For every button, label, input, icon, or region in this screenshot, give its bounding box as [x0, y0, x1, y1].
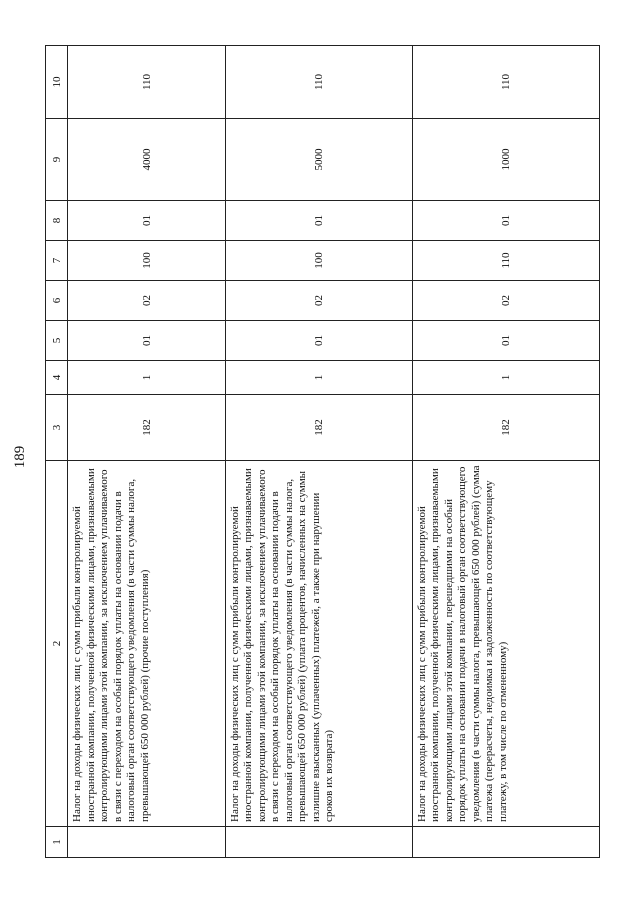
- cell-col4: 1: [68, 361, 225, 395]
- cell-col10: 110: [68, 46, 225, 119]
- header-cell: 9: [46, 119, 68, 201]
- cell-col1: [68, 827, 225, 858]
- cell-col6: 02: [68, 281, 225, 321]
- header-cell: 3: [46, 395, 68, 461]
- cell-col8: 01: [225, 201, 412, 241]
- cell-col5: 01: [412, 321, 599, 361]
- header-cell: 6: [46, 281, 68, 321]
- cell-col1: [412, 827, 599, 858]
- header-cell: 8: [46, 201, 68, 241]
- cell-description: Налог на доходы физических лиц с сумм прибыли контролируемой иностранной компании, полученной физическими лицами, признаваемыми контролирующими лицами этой компании, за исключением уплачиваемого в связи с переходом на особый порядок уплаты на основании подачи в налоговый орган соответствующего уведомления (в части суммы налога, превышающей 650 000 рублей) (уплата процентов, начисленных на суммы излишне взысканных (уплаченных) платежей, а также при нарушении сроков их возврата): [225, 461, 412, 827]
- cell-col8: 01: [412, 201, 599, 241]
- cell-col7: 100: [225, 241, 412, 281]
- table-row: [412, 46, 599, 858]
- cell-col10: 110: [412, 46, 599, 119]
- cell-col6: 02: [225, 281, 412, 321]
- header-cell: 10: [46, 46, 68, 119]
- header-cell: 4: [46, 361, 68, 395]
- table-row: [68, 46, 225, 858]
- cell-col6: 02: [412, 281, 599, 321]
- cell-col9: 4000: [68, 119, 225, 201]
- cell-col7: 100: [68, 241, 225, 281]
- cell-col9: 5000: [225, 119, 412, 201]
- table-header-row: [46, 46, 68, 858]
- header-cell: 2: [46, 461, 68, 827]
- page-number: 189: [12, 445, 28, 469]
- header-cell: 5: [46, 321, 68, 361]
- rotated-table-container: [45, 46, 600, 858]
- cell-col4: 1: [412, 361, 599, 395]
- table-row: [225, 46, 412, 858]
- header-cell: 1: [46, 827, 68, 858]
- cell-col8: 01: [68, 201, 225, 241]
- cell-col10: 110: [225, 46, 412, 119]
- cell-col3: 182: [68, 395, 225, 461]
- cell-description: Налог на доходы физических лиц с сумм прибыли контролируемой иностранной компании, полученной физическими лицами, признаваемыми контролирующими лицами этой компании, перешедшими на особый порядок уплаты на основании подачи в налоговый орган соответствующего уведомления (в части суммы налога, превышающей 650 000 рублей) (сумма платежа (перерасчеты, недоимка и задолженность по соответствующему платежу, в том числе по отмененному): [412, 461, 599, 827]
- cell-col3: 182: [412, 395, 599, 461]
- cell-col5: 01: [68, 321, 225, 361]
- cell-col7: 110: [412, 241, 599, 281]
- cell-col3: 182: [225, 395, 412, 461]
- cell-col9: 1000: [412, 119, 599, 201]
- cell-description: Налог на доходы физических лиц с сумм прибыли контролируемой иностранной компании, полученной физическими лицами, признаваемыми контролирующими лицами этой компании, за исключением уплачиваемого в связи с переходом на особый порядок уплаты на основании подачи в налоговый орган соответствующего уведомления (в части суммы налога, превышающей 650 000 рублей) (прочие поступления): [68, 461, 225, 827]
- cell-col5: 01: [225, 321, 412, 361]
- budget-classification-table: [45, 45, 600, 858]
- cell-col4: 1: [225, 361, 412, 395]
- cell-col1: [225, 827, 412, 858]
- header-cell: 7: [46, 241, 68, 281]
